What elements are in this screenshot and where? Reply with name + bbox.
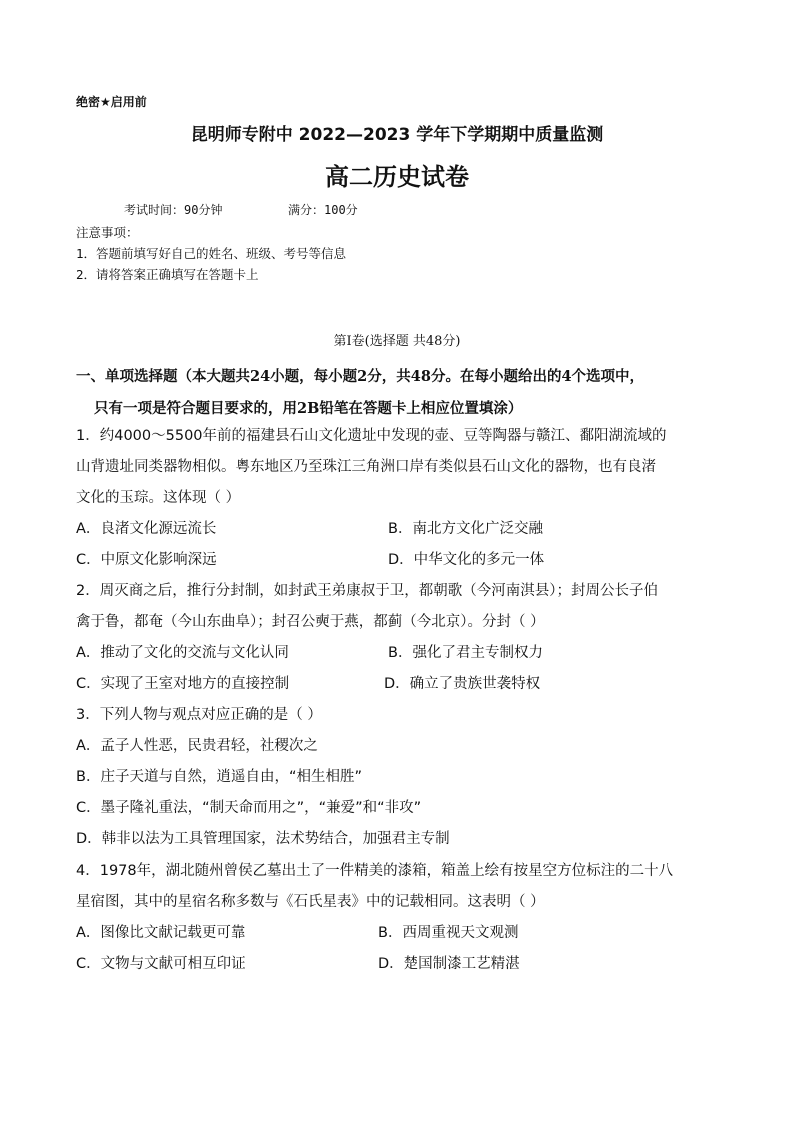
option-d: D．确立了贵族世袭特权 bbox=[384, 676, 541, 692]
question-stem-line: 山背遗址同类器物相似。粤东地区乃至珠江三角洲口岸有类似县石山文化的器物，也有良渚 bbox=[76, 459, 656, 475]
section-title-line: 只有一项是符合题目要求的，用2B铅笔在答题卡上相应位置填涂） bbox=[94, 400, 523, 417]
school-title: 昆明师专附中 2022—2023 学年下学期期中质量监测 bbox=[190, 125, 604, 145]
notes-heading: 注意事项： bbox=[76, 225, 139, 240]
option-a: A．推动了文化的交流与文化认同 bbox=[76, 645, 289, 661]
question-stem-line: 星宿图，其中的星宿名称多数与《石氏星表》中的记载相同。这表明（ ） bbox=[76, 894, 545, 910]
question-1-options-row bbox=[76, 545, 736, 576]
question-2-options-row bbox=[76, 669, 736, 700]
question-stem-line: 3．下列人物与观点对应正确的是（ ） bbox=[76, 707, 322, 723]
question-4-options-row bbox=[76, 918, 736, 949]
option-d: D．韩非以法为工具管理国家，法术势结合，加强君主专制 bbox=[76, 831, 450, 847]
notes-block bbox=[76, 222, 346, 285]
question-1-stem bbox=[76, 421, 736, 514]
question-2-options-row bbox=[76, 638, 736, 669]
question-1-options-row bbox=[76, 514, 736, 545]
notes-item: 1．答题前填写好自己的姓名、班级、考号等信息 bbox=[76, 246, 347, 261]
option-b: B．强化了君主专制权力 bbox=[388, 645, 543, 661]
exam-time: 考试时间：90分钟 bbox=[124, 203, 223, 217]
question-2-stem bbox=[76, 576, 736, 638]
subject-title: 高二历史试卷 bbox=[325, 163, 469, 191]
question-stem-line: 4．1978年，湖北随州曾侯乙墓出土了一件精美的漆箱，箱盖上绘有按星空方位标注的二十八 bbox=[76, 863, 674, 879]
option-b: B．庄子天道与自然，逍遥自由，“相生相胜” bbox=[76, 769, 362, 785]
question-stem-line: 2．周灭商之后，推行分封制，如封武王弟康叔于卫，都朝歌（今河南淇县）；封周公长子伯 bbox=[76, 583, 658, 599]
option-c: C．实现了王室对地方的直接控制 bbox=[76, 676, 290, 692]
option-b: B．西周重视天文观测 bbox=[378, 925, 519, 941]
question-stem-line: 文化的玉琮。这体现（ ） bbox=[76, 490, 241, 506]
option-c: C．文物与文献可相互印证 bbox=[76, 956, 246, 972]
question-4-stem bbox=[76, 856, 736, 918]
option-a: A．图像比文献记载更可靠 bbox=[76, 925, 246, 941]
question-stem-line: 1．约4000～5500年前的福建县石山文化遗址中发现的壶、豆等陶器与赣江、鄱阳湖流域的 bbox=[76, 428, 667, 444]
notes-item: 2．请将答案正确填写在答题卡上 bbox=[76, 267, 259, 282]
option-c: C．墨子隆礼重法，“制天命而用之”，“兼爱”和“非攻” bbox=[76, 800, 422, 816]
option-b: B．南北方文化广泛交融 bbox=[388, 521, 543, 537]
question-stem-line: 禽于鲁，都奄（今山东曲阜）；封召公奭于燕，都蓟（今北京）。分封（ ） bbox=[76, 614, 545, 630]
option-a: A．孟子人性恶，民贵君轻，社稷次之 bbox=[76, 738, 318, 754]
secret-label: 绝密★启用前 bbox=[76, 95, 147, 109]
question-4-options-row bbox=[76, 949, 736, 980]
full-score: 满分：100分 bbox=[288, 203, 358, 217]
section-title-line: 一、单项选择题（本大题共24小题，每小题2分，共48分。在每小题给出的4个选项中， bbox=[76, 368, 645, 385]
option-d: D．楚国制漆工艺精湛 bbox=[378, 956, 520, 972]
option-c: C．中原文化影响深远 bbox=[76, 552, 217, 568]
section-title bbox=[76, 361, 726, 425]
option-d: D．中华文化的多元一体 bbox=[388, 552, 545, 568]
option-a: A．良渚文化源远流长 bbox=[76, 521, 217, 537]
part-title: 第Ⅰ卷(选择题 共48分) bbox=[333, 334, 461, 349]
question-3-stem bbox=[76, 700, 736, 731]
